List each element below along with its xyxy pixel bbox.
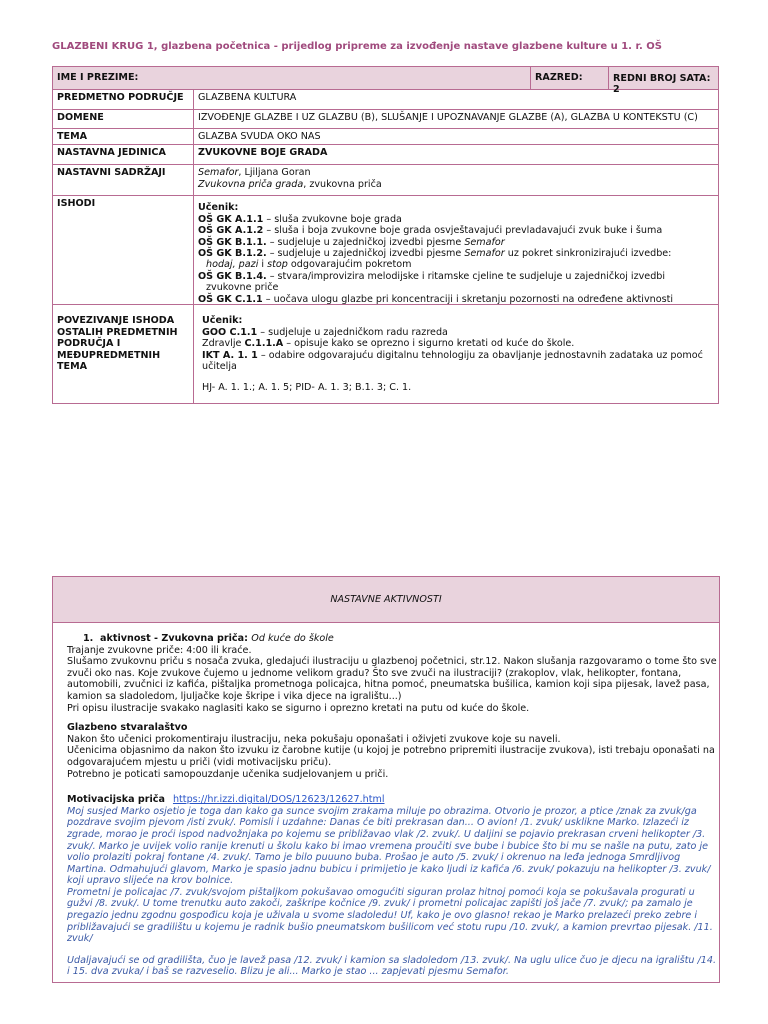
name-label: IME I PREZIME: <box>53 67 531 90</box>
unit-label: NASTAVNA JEDINICA <box>53 145 194 165</box>
content-value: Semafor, Ljiljana Goran Zvukovna priča grada, zvukovna priča <box>194 165 719 196</box>
activity-1-note: Pri opisu ilustracije svakako naglasiti kako se sigurno i oprezno kretati na putu od kuće do škole. <box>67 702 530 714</box>
subject-label: PREDMETNO PODRUČJE <box>53 90 194 110</box>
creativity-title: Glazbeno stvaralaštvo <box>67 722 188 734</box>
content-label: NASTAVNI SADRŽAJI <box>53 165 194 196</box>
outcomes-value: Učenik: OŠ GK A.1.1 – sluša zvukovne boje grada OŠ GK A.1.2 – sluša i boja zvukovne boje grada osvještavajući prevladavajući zvuk buke i šuma OŠ GK B.1.1. – sudjeluje u zajedničkoj izvedbi pjesme Semafor OŠ GK B.1.2. – sudjeluje u zajedničkoj izvedbi pjesme Semafor uz pokret sinkronizirajući izvedbe: hodaj, pazi i stop odgovarajućim pokretom OŠ GK B.1.4. – stvara/improvizira melodijske i ritamske cjeline te sudjeluje u zajedničkoj izvedbi zvukovne priče OŠ GK C.1.1 – uočava ulogu glazbe pri koncentraciji i skretanju pozornosti na određene aktivnosti <box>194 196 719 305</box>
header-row <box>53 67 719 90</box>
outcomes-label: ISHODI <box>53 196 194 305</box>
links-value: Učenik: GOO C.1.1 – sudjeluje u zajedničkom radu razreda Zdravlje C.1.1.A – opisuje kako se oprezno i sigurno kretati od kuće do škole. IKT A. 1. 1 – odabire odgovarajuću digitalnu tehnologiju za obavljanje jednostavnih zadataka uz pomoć učitelja HJ- A. 1. 1.; A. 1. 5; PID- A. 1. 3; B.1. 3; C. 1. <box>194 305 719 404</box>
activity-1-description: Slušamo zvukovnu priču s nosača zvuka, gledajući ilustraciju u glazbenoj početnici, str.12. Nakon slušanja razgovaramo o tome što sve zvuči oko nas. Koje zvukove čujemo u jednome velikom gradu? Što sve zvuči na ilustraciji? (zrakoplov, vlak, helikopter, fontana, automobili, zvučnici iz kafića, pištaljka prometnoga policajca, hitna pomoć, pneumatska bušilica, kamion koji sipa pijesak, lavež pasa, kamion sa sladoledom, ljuljačke koje škripe i vika djece na igralištu...) <box>67 656 717 702</box>
story-paragraph-2: Prometni je policajac /7. zvuk/svojom pištaljkom pokušavao omogućiti siguran prolaz hitnoj pomoći koja se pokušavala progurati u gužvi /8. zvuk/. U tome trenutku auto zakoči, zaškripe kočnice /9. zvuk/ i prometni policajac zapišti još jače /7. zvuk/; pa zamalo je pregazio jednu zgodnu gospođicu koja je uživala u svome sladoledu! Uf, kako je ovo glasno! rekao je Marko prelazeći preko zebre i približavajući se gradilištu u kojemu je radnik bušio pneumatskom bušilicom već stotu rupu /10. zvuk/, a kamion prevrtao pijesak. /11. zvuk/ <box>67 886 713 945</box>
theme-label: TEMA <box>53 129 194 145</box>
lesson-number-label: REDNI BROJ SATA: 2 <box>609 67 719 90</box>
unit-value: ZVUKOVNE BOJE GRADA <box>194 145 719 165</box>
activity-1-duration: Trajanje zvukovne priče: 4:00 ili kraće. <box>67 644 252 656</box>
outcomes-row <box>53 196 719 305</box>
lesson-plan-table <box>52 66 719 404</box>
story-paragraph-3: Udaljavajući se od gradilišta, čuo je lavež pasa /12. zvuk/ i kamion sa sladoledom /13. zvuk/. Na uglu ulice čuo je djecu na igralištu /14. i 15. dva zvuka/ i baš se razveselio. Blizu je ali... Marko je stao ... zapjevati pjesmu Semafor. <box>67 954 717 978</box>
unit-row <box>53 145 719 165</box>
domains-row <box>53 110 719 129</box>
subject-value: GLAZBENA KULTURA <box>194 90 719 110</box>
creativity-text-2: Učenicima objasnimo da nakon što izvuku iz čarobne kutije (u kojoj je potrebno pripremiti ilustracije zvukova), isti trebaju oponašati na odgovarajućem mjestu u priči (vidi motivacijsku priču). <box>67 745 715 768</box>
domains-label: DOMENE <box>53 110 194 129</box>
story-title: Motivacijska priča https://hr.izzi.digital/DOS/12623/12627.html <box>67 794 385 806</box>
story-link[interactable]: https://hr.izzi.digital/DOS/12623/12627.html <box>172 794 385 806</box>
theme-row <box>53 129 719 145</box>
links-row <box>53 305 719 404</box>
creativity-text-1: Nakon što učenici prokomentiraju ilustraciju, neka pokušaju oponašati i oživjeti zvukove koje su naveli. <box>67 733 561 745</box>
activity-1-title: 1. aktivnost - Zvukovna priča: Od kuće do škole <box>83 633 334 644</box>
activities-body <box>53 623 719 978</box>
activities-heading: NASTAVNE AKTIVNOSTI <box>53 577 719 623</box>
class-label: RAZRED: <box>531 67 609 90</box>
theme-value: GLAZBA SVUDA OKO NAS <box>194 129 719 145</box>
creativity-text-3: Potrebno je poticati samopouzdanje učenika sudjelovanjem u priči. <box>67 768 389 780</box>
document-title: GLAZBENI KRUG 1, glazbena početnica - prijedlog pripreme za izvođenje nastave glazbene kulture u 1. r. OŠ <box>52 41 662 52</box>
links-label: POVEZIVANJE ISHODA OSTALIH PREDMETNIH PODRUČJA I MEĐUPREDMETNIH TEMA <box>53 305 194 404</box>
domains-value: IZVOĐENJE GLAZBE I UZ GLAZBU (B), SLUŠANJE I UPOZNAVANJE GLAZBE (A), GLAZBA U KONTEKSTU (C) <box>194 110 719 129</box>
content-row <box>53 165 719 196</box>
activities-box <box>52 576 720 983</box>
story-paragraph-1: Moj susjed Marko osjetio je toga dan kako ga sunce svojim zrakama miluje po obrazima. Otvorio je prozor, a ptice /znak za zvuk/ga pozdrave svojim pjevom /isti zvuk/. Pomisli i uzdahne: Danas će biti prekrasan dan... O avion! /1. zvuk/ usklikne Marko. Izlazeći iz zgrade, morao je proći ispod nadvožnjaka po kojemu se približavao vlak /2. zvuk/. U daljini se pojavio prekrasan crveni helikopter /3. zvuk/. Marko je uvijek volio ranije krenuti u školu kako bi imao vremena proučiti sve bube i bubice što bi mu se našle na putu, zato je volio prolaziti pokraj fontane /4. zvuk/. Tamo je bilo puuuno buba. Prošao je auto /5. zvuk/ i okrenuo na leđa jednoga Smrdljivog Martina. Odmahujući glavom, Marko je spasio jadnu bubicu i primijetio je kako ljudi iz kafića /6. zvuk/ pokazuju na helikopter /3. zvuk/ koji upravo slijeće na krov bolnice. <box>67 805 711 887</box>
